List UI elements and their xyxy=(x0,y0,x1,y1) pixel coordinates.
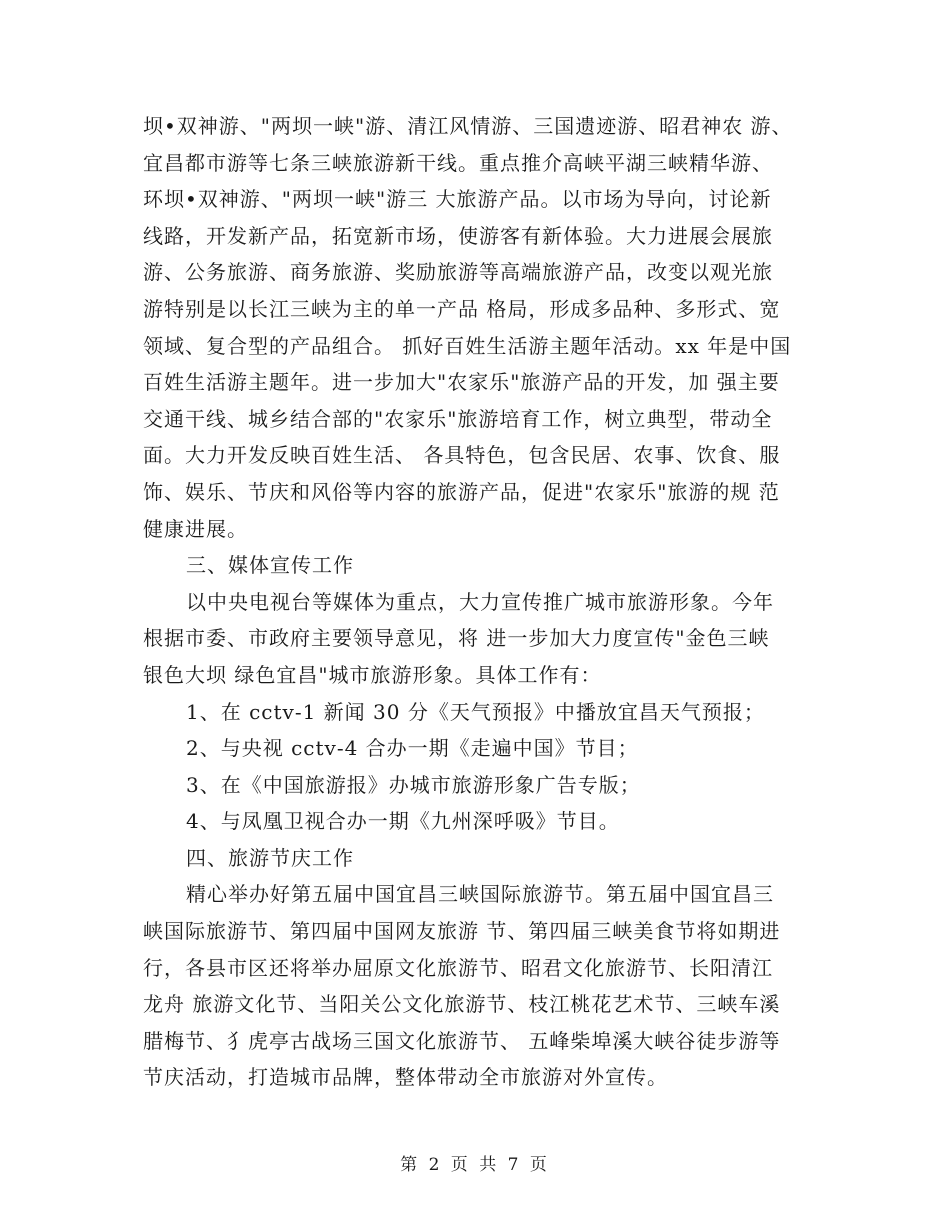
text-line: 龙舟 旅游文化节、当阳关公文化旅游节、枝江桃花艺术节、三峡车溪 xyxy=(143,992,781,1017)
section-heading: 三、媒体宣传工作 xyxy=(186,553,354,578)
text-line: 面。大力开发反映百姓生活、 各具特色，包含民居、农事、饮食、服 xyxy=(143,443,781,468)
text-line: 百姓生活游主题年。进一步加大"农家乐"旅游产品的开发，加 强主要 xyxy=(143,370,780,395)
text-line: 腊梅节、犭虎亭古战场三国文化旅游节、 五峰柴埠溪大峡谷徒步游等 xyxy=(143,1028,781,1053)
text-line: 坝•双神游、"两坝一峡"游、清江风情游、三国遗迹游、昭君神农 游、 xyxy=(143,114,793,138)
text-line: 游特别是以长江三峡为主的单一产品 格局，形成多品种、多形式、宽 xyxy=(143,296,781,321)
list-item: 1、在 cctv-1 新闻 30 分《天气预报》中播放宜昌天气预报； xyxy=(186,699,765,724)
list-item: 4、与凤凰卫视合办一期《九州深呼吸》节目。 xyxy=(186,809,620,834)
text-line: 饰、娱乐、节庆和风俗等内容的旅游产品，促进"农家乐"旅游的规 范 xyxy=(143,479,780,504)
list-item: 3、在《中国旅游报》办城市旅游形象广告专版； xyxy=(186,772,641,797)
text-line: 节庆活动，打造城市品牌，整体带动全市旅游对外宣传。 xyxy=(143,1065,668,1090)
text-line: 根据市委、市政府主要领导意见，将 进一步加大力度宣传"金色三峡 xyxy=(143,626,770,651)
text-line: 以中央电视台等媒体为重点，大力宣传推广城市旅游形象。今年 xyxy=(186,589,774,614)
text-line: 精心举办好第五届中国宜昌三峡国际旅游节。第五届中国宜昌三 xyxy=(186,882,774,907)
text-line: 游、公务旅游、商务旅游、奖励旅游等高端旅游产品，改变以观光旅 xyxy=(143,260,773,285)
text-line: 宜昌都市游等七条三峡旅游新干线。重点推介高峡平湖三峡精华游、 xyxy=(143,150,773,175)
section-heading: 四、旅游节庆工作 xyxy=(186,845,354,870)
text-line: 峡国际旅游节、第四届中国网友旅游 节、第四届三峡美食节将如期进 xyxy=(143,919,781,944)
document-body xyxy=(143,108,823,1096)
text-line: 交通干线、城乡结合部的"农家乐"旅游培育工作，树立典型，带动全 xyxy=(143,406,773,431)
list-item: 2、与央视 cctv-4 合办一期《走遍中国》节目； xyxy=(186,736,639,761)
page-number: 第 2 页 共 7 页 xyxy=(400,1155,550,1175)
text-line: 环坝•双神游、"两坝一峡"游三 大旅游产品。以市场为导向，讨论新 xyxy=(143,187,772,212)
text-line: 银色大坝 绿色宜昌"城市旅游形象。具体工作有： xyxy=(143,662,602,687)
text-line: 健康进展。 xyxy=(143,516,248,541)
text-line: 行，各县市区还将举办屈原文化旅游节、昭君文化旅游节、长阳清江 xyxy=(143,955,773,980)
text-line: 领域、复合型的产品组合。 抓好百姓生活游主题年活动。xx 年是中国 xyxy=(143,333,792,358)
text-line: 线路，开发新产品，拓宽新市场，使游客有新体验。大力进展会展旅 xyxy=(143,223,773,248)
